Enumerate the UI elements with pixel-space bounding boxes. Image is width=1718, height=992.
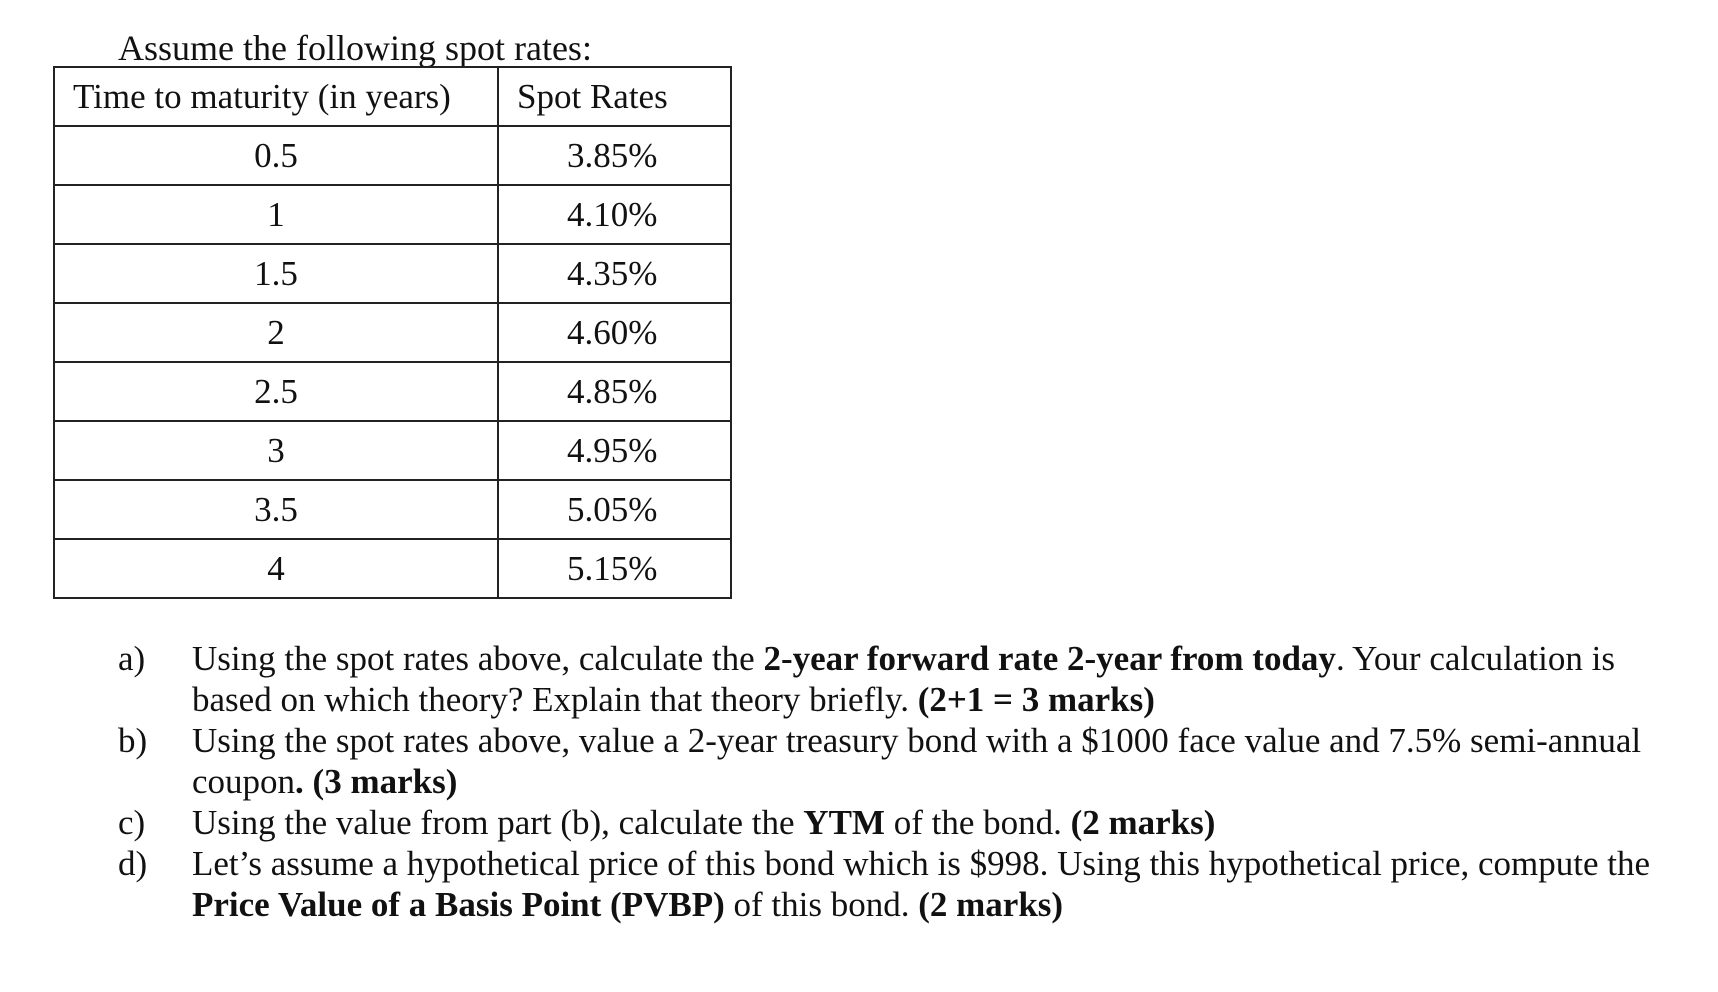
question-text: Using the spot rates above, calculate the	[192, 639, 764, 678]
question-emphasis: Price Value of a Basis Point (PVBP)	[192, 885, 725, 924]
rate-cell: 4.60%	[498, 303, 731, 362]
rate-cell: 5.05%	[498, 480, 731, 539]
question-marker: a)	[118, 639, 146, 678]
question-emphasis: YTM	[803, 803, 885, 842]
table-header-row	[54, 67, 731, 126]
question-marks: (2 marks)	[1070, 803, 1216, 842]
maturity-cell: 3	[54, 421, 498, 480]
rate-cell: 4.95%	[498, 421, 731, 480]
question-emphasis: 2-year forward rate 2-year from today	[763, 639, 1336, 678]
maturity-cell: 3.5	[54, 480, 498, 539]
intro-text: Assume the following spot rates:	[118, 28, 592, 68]
question-b	[118, 720, 1698, 802]
maturity-cell: 4	[54, 539, 498, 598]
question-text: of this bond.	[724, 885, 919, 924]
question-marks: (2+1 = 3 marks)	[917, 680, 1155, 719]
question-a	[118, 638, 1698, 720]
question-c	[118, 802, 1698, 843]
table-row	[54, 480, 731, 539]
table-row	[54, 244, 731, 303]
question-marks: . (3 marks)	[295, 762, 458, 801]
question-marker: d)	[118, 844, 148, 883]
question-list	[118, 638, 1698, 925]
rate-cell: 4.85%	[498, 362, 731, 421]
spot-rates-table	[53, 66, 732, 599]
question-marker: c)	[118, 803, 146, 842]
question-marks: (2 marks)	[918, 885, 1064, 924]
question-d	[118, 843, 1698, 925]
table-row	[54, 421, 731, 480]
rate-cell: 4.10%	[498, 185, 731, 244]
maturity-cell: 1.5	[54, 244, 498, 303]
question-text: Using the spot rates above, value a 2-year treasury bond with a $1000 face value and 7.5% semi-annual coupon	[192, 721, 1642, 801]
table-row	[54, 362, 731, 421]
table-row	[54, 303, 731, 362]
header-maturity: Time to maturity (in years)	[54, 67, 498, 126]
rate-cell: 5.15%	[498, 539, 731, 598]
rate-cell: 4.35%	[498, 244, 731, 303]
question-text: Using the value from part (b), calculate the	[192, 803, 804, 842]
maturity-cell: 1	[54, 185, 498, 244]
question-text: . Your calculation is based on which theory? Explain that theory briefly.	[192, 639, 1615, 719]
header-spot-rates: Spot Rates	[498, 67, 731, 126]
rate-cell: 3.85%	[498, 126, 731, 185]
question-text: of the bond.	[884, 803, 1071, 842]
table-row	[54, 126, 731, 185]
question-marker: b)	[118, 721, 148, 760]
maturity-cell: 2.5	[54, 362, 498, 421]
question-text: Let’s assume a hypothetical price of this bond which is $998. Using this hypothetical price, compute the	[192, 844, 1651, 883]
maturity-cell: 2	[54, 303, 498, 362]
table-row	[54, 539, 731, 598]
maturity-cell: 0.5	[54, 126, 498, 185]
table-row	[54, 185, 731, 244]
